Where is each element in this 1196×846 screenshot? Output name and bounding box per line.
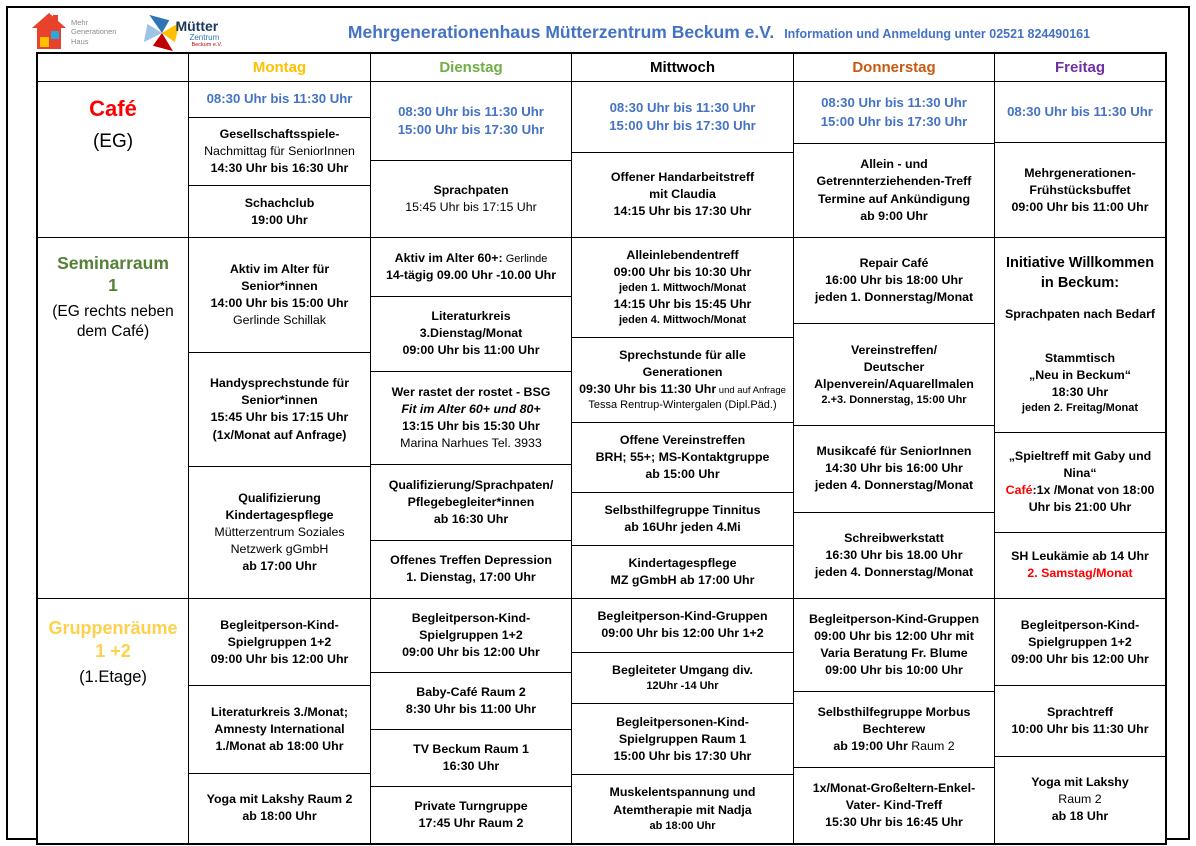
event (371, 464, 571, 540)
event-line: Spielgruppen 1+2 (227, 634, 332, 649)
event-line: Kindertagespflege (628, 555, 737, 570)
event-line: Sprachpaten (433, 182, 509, 197)
event (371, 371, 571, 464)
event-line-segment: Gerlinde (502, 252, 548, 265)
muetterzentrum-logo-text: Mütter Zentrum Beckum e.V. (175, 18, 223, 49)
event-line: Raum 2 (1058, 792, 1102, 807)
event (371, 599, 571, 672)
event-line: Vereinstreffen/ (850, 342, 938, 357)
event-line: Offene Vereinstreffen (619, 433, 746, 448)
event (572, 152, 793, 237)
event-line: Literaturkreis 3./Monat; (210, 704, 349, 719)
event-line-segment: Aktiv im Alter 60+: (394, 250, 503, 265)
event-line: 08:30 Uhr bis 11:30 Uhr (821, 95, 967, 111)
event (995, 432, 1165, 532)
day-cell-dienstag-cafe (371, 82, 572, 238)
day-header-freitag: Freitag (995, 54, 1165, 82)
event-line: Begleitperson-Kind- (1020, 617, 1140, 632)
event-line-segment: Raum 2 (907, 739, 955, 754)
event-line: Sprechstunde für alle (619, 348, 746, 363)
day-cell-mittwoch-gruppenraeume-1-2 (572, 599, 794, 843)
event-line: 15:00 Uhr bis 17:30 Uhr (820, 113, 968, 129)
event (572, 652, 793, 704)
event-line: 15:00 Uhr bis 17:30 Uhr (613, 748, 752, 763)
day-cell-montag-cafe (189, 82, 371, 238)
day-cell-donnerstag-seminarraum-1 (794, 238, 995, 599)
event-line: Schreibwerkstatt (844, 530, 944, 545)
event (794, 82, 994, 143)
page-title: Mehrgenerationenhaus Mütterzentrum Beckum e.V. (347, 22, 775, 42)
event-line: 08:30 Uhr bis 11:30 Uhr (398, 103, 544, 119)
event-line: BRH; 55+; MS-Kontaktgruppe (595, 450, 770, 465)
event-line: Frühstücksbuffet (1029, 182, 1131, 197)
event-line: Senior*innen (241, 393, 318, 408)
event (371, 160, 571, 237)
page (6, 6, 1190, 840)
event-line: Gesellschaftsspiele- (219, 126, 340, 141)
event-line: Spielgruppen 1+2 (1028, 634, 1132, 649)
event-line: Vater- Kind-Treff (845, 797, 943, 812)
event-line: 16:30 Uhr bis 18.00 Uhr (825, 547, 963, 562)
event-line: Begleitpersonen-Kind- (616, 714, 749, 729)
event-line: 09:00 Uhr bis 11:00 Uhr (402, 343, 540, 358)
day-cell-mittwoch-cafe (572, 82, 794, 238)
day-header-dienstag: Dienstag (371, 54, 572, 82)
event-line (1006, 482, 1155, 499)
event-line: Private Turngruppe (414, 798, 528, 813)
event-line: Netzwerk gGmbH (230, 542, 329, 557)
event (371, 729, 571, 786)
event-line: Termine auf Ankündigung (817, 191, 971, 206)
event (995, 756, 1165, 843)
event-line: 19:00 Uhr (251, 212, 308, 227)
event-line: Allein - und (860, 157, 928, 172)
event-line (833, 738, 954, 755)
event-line: Muskelentspannung und (609, 785, 756, 800)
event (794, 143, 994, 237)
event (371, 238, 571, 296)
event-line: Alpenverein/Aquarellmalen (814, 376, 974, 391)
event-line: jeden 4. Donnerstag/Monat (814, 564, 974, 579)
event (189, 599, 370, 685)
event-line: 12Uhr -14 Uhr (646, 680, 719, 692)
event (995, 82, 1165, 142)
event (794, 425, 994, 511)
event-line: Mehrgenerationen- (1024, 165, 1136, 180)
event-line: Generationen (642, 365, 723, 380)
event (794, 323, 994, 425)
event-line: Offener Handarbeitstreff (610, 170, 755, 185)
event-line: 16:00 Uhr bis 18:00 Uhr (825, 273, 963, 288)
event (995, 142, 1165, 237)
event-line: ab 18:00 Uhr (242, 809, 317, 824)
event-line: jeden 1. Donnerstag/Monat (814, 290, 974, 305)
event (794, 238, 994, 323)
event (189, 773, 370, 843)
event (794, 512, 994, 598)
day-header-mittwoch: Mittwoch (572, 54, 794, 82)
event-line: Wer rastet der rostet - BSG (391, 384, 551, 399)
row-label-title: 1 +2 (95, 640, 131, 661)
mgh-logo-text: Mehr Generationen Haus (71, 17, 117, 46)
event-line: 15:30 Uhr bis 16:45 Uhr (825, 815, 963, 830)
event-line: (1x/Monat auf Anfrage) (212, 427, 347, 442)
row-label-seminarraum-1 (38, 238, 189, 599)
event-line: 8:30 Uhr bis 11:00 Uhr (405, 702, 537, 717)
day-cell-freitag-cafe (995, 82, 1165, 238)
event-line: ab 17:00 Uhr (242, 559, 317, 574)
event (794, 599, 994, 691)
event (995, 685, 1165, 755)
event-line: Tessa Rentrup-Wintergalen (Dipl.Päd.) (588, 399, 777, 412)
day-cell-mittwoch-seminarraum-1 (572, 238, 794, 599)
event (371, 540, 571, 599)
event-line: Uhr bis 21:00 Uhr (1028, 500, 1132, 515)
day-cell-dienstag-gruppenraeume-1-2 (371, 599, 572, 843)
event-line: 14:00 Uhr bis 15:00 Uhr (210, 295, 349, 310)
event-line: Sprachpaten nach Bedarf (1004, 307, 1156, 322)
event (371, 786, 571, 843)
event (189, 466, 370, 598)
event-line (395, 250, 548, 267)
event-line: MZ gGmbH ab 17:00 Uhr (610, 573, 755, 588)
event-line: ab 15:00 Uhr (645, 467, 720, 482)
event-line: Kindertagespflege (225, 507, 334, 522)
event (572, 545, 793, 598)
event-line: „Spieltreff mit Gaby und (1008, 448, 1152, 463)
event-line: Deutscher (863, 359, 925, 374)
event-line: 09:00 Uhr bis 11:00 Uhr (1011, 199, 1149, 214)
event-line: 3.Dienstag/Monat (419, 326, 523, 341)
event (371, 82, 571, 160)
event-line: Musikcafé für SeniorInnen (816, 444, 972, 459)
event-line: jeden 1. Mittwoch/Monat (618, 282, 747, 295)
event-line: ab 18:00 Uhr (649, 819, 716, 832)
event-line: Offenes Treffen Depression (390, 553, 552, 568)
day-header-montag: Montag (189, 54, 371, 82)
event (189, 352, 370, 467)
event-line: 08:30 Uhr bis 11:30 Uhr (1007, 104, 1153, 120)
event (995, 238, 1165, 432)
day-cell-dienstag-seminarraum-1 (371, 238, 572, 599)
event (572, 337, 793, 422)
event-line: 09:00 Uhr bis 10:30 Uhr (613, 264, 752, 279)
event-line-segment: :1x /Monat von 18:00 (1032, 483, 1155, 498)
event-line: in Beckum: (1040, 275, 1120, 292)
event (572, 422, 793, 492)
event-line-segment: 09:30 Uhr bis 11:30 Uhr (579, 382, 717, 397)
event-line: Marina Narhues Tel. 3933 (400, 436, 542, 451)
event-line (579, 381, 786, 398)
event-line: Yoga mit Lakshy Raum 2 (206, 792, 353, 807)
event-line: Senior*innen (241, 278, 318, 293)
event (572, 774, 793, 843)
event (995, 532, 1165, 598)
event-line: jeden 4. Donnerstag/Monat (814, 478, 974, 493)
day-cell-freitag-seminarraum-1 (995, 238, 1165, 599)
event-line: 15:00 Uhr bis 17:30 Uhr (609, 117, 756, 133)
event (572, 599, 793, 652)
row-label-title: Café (89, 96, 137, 121)
event-line: Spielgruppen Raum 1 (618, 731, 747, 746)
event-line: 09:00 Uhr bis 12:00 Uhr (402, 645, 540, 660)
event (794, 691, 994, 767)
event (189, 117, 370, 186)
event-line: ab 16:30 Uhr (433, 511, 509, 526)
event-line: 09:00 Uhr bis 12:00 Uhr (210, 651, 349, 666)
event-line: Fit im Alter 60+ und 80+ (401, 401, 541, 416)
muetterzentrum-logo (142, 13, 222, 53)
event-line: Qualifizierung/Sprachpaten/ (388, 477, 554, 492)
event (371, 296, 571, 372)
event-line: Literaturkreis (431, 309, 511, 324)
event-line: Begleitperson-Kind-Gruppen (597, 609, 768, 624)
event-line-segment: ab 19:00 Uhr (833, 739, 908, 754)
event-line: „Neu in Beckum“ (1029, 367, 1131, 382)
day-cell-montag-gruppenraeume-1-2 (189, 599, 371, 843)
row-label-title: Gruppenräume (48, 618, 178, 638)
event-line: Amnesty International (214, 722, 345, 736)
event-line: Aktiv im Alter für (229, 261, 330, 276)
event-line: Selbsthilfegruppe Morbus (817, 704, 971, 719)
event-line-segment: und auf Anfrage (716, 385, 786, 397)
row-label-title: 1 (108, 274, 118, 295)
table-corner-cell (38, 54, 189, 82)
header (8, 8, 1188, 52)
event-line: 14:15 Uhr bis 17:30 Uhr (613, 204, 752, 219)
event-line: 14:15 Uhr bis 15:45 Uhr (613, 297, 752, 312)
day-cell-montag-seminarraum-1 (189, 238, 371, 599)
event-line: 08:30 Uhr bis 11:30 Uhr (206, 91, 353, 107)
event-line: 08:30 Uhr bis 11:30 Uhr (609, 99, 756, 115)
event-line: Begleitperson-Kind-Gruppen (808, 611, 980, 626)
event-line: Bechterew (862, 722, 926, 736)
event-line: Nina“ (1063, 466, 1097, 481)
page-subtitle: Information und Anmeldung unter 02521 824490161 (784, 27, 1091, 41)
event (189, 82, 370, 117)
event-line: Gerlinde Schillak (233, 312, 326, 327)
event-line: TV Beckum Raum 1 (413, 741, 529, 756)
event-line: Pflegebegleiter*innen (407, 494, 535, 509)
schedule-table (36, 52, 1167, 845)
mgh-logo (32, 13, 116, 51)
event (572, 238, 793, 337)
event-line: Schachclub (244, 195, 315, 210)
event (189, 185, 370, 237)
event-line: 09:00 Uhr bis 12:00 Uhr (1011, 651, 1149, 666)
row-label-sub: (EG) (92, 130, 134, 152)
event (572, 82, 793, 152)
event-line: 1x/Monat-Großeltern-Enkel- (812, 780, 976, 795)
event-line: ab 9:00 Uhr (860, 208, 928, 223)
event-line: Atemtherapie mit Nadja (613, 802, 752, 817)
event-line: Begleiteter Umgang div. (612, 662, 753, 677)
event-line: ab 16Uhr jeden 4.Mi (624, 520, 741, 535)
event-line: 13:15 Uhr bis 15:30 Uhr (402, 419, 540, 434)
event-line: 2.+3. Donnerstag, 15:00 Uhr (821, 393, 967, 406)
row-label-sub: (1.Etage) (79, 668, 147, 686)
event-line: Sprachtreff (1046, 704, 1114, 719)
event-line: Handysprechstunde für (209, 376, 350, 391)
event-line: Selbsthilfegruppe Tinnitus (604, 503, 761, 518)
event (995, 599, 1165, 685)
event-line: Yoga mit Lakshy (1031, 775, 1129, 790)
event-line: 15:45 Uhr bis 17:15 Uhr (210, 410, 349, 425)
event-line: mit Claudia (649, 187, 716, 202)
event-line: 15:45 Uhr bis 17:15 Uhr (405, 200, 537, 215)
event (371, 672, 571, 729)
event-line: Begleitperson-Kind- (411, 610, 531, 625)
title-block (258, 8, 1180, 52)
event (189, 238, 370, 352)
event (794, 767, 994, 843)
event-line: Nachmittag für SeniorInnen (204, 143, 355, 158)
event-line-segment: Café (1005, 483, 1033, 498)
event-line: 1. Dienstag, 17:00 Uhr (406, 570, 536, 585)
event-line: 14:30 Uhr bis 16:30 Uhr (210, 161, 349, 176)
event-line: Mütterzentrum Soziales (214, 525, 345, 540)
event-line: Stammtisch (1044, 350, 1116, 365)
day-header-donnerstag: Donnerstag (794, 54, 995, 82)
event-line: 09:00 Uhr bis 10:00 Uhr (825, 663, 963, 678)
event-line: Spielgruppen 1+2 (419, 627, 523, 642)
event-line: 10:00 Uhr bis 11:30 Uhr (1011, 722, 1149, 736)
event-line: SH Leukämie ab 14 Uhr (1011, 549, 1149, 564)
event-line: 09:00 Uhr bis 12:00 Uhr mit (814, 628, 974, 643)
event-line: 14-tägig 09.00 Uhr -10.00 Uhr (385, 267, 557, 282)
event-line: Varia Beratung Fr. Blume (820, 646, 968, 661)
row-label-sub: (EG rechts neben dem Café) (52, 302, 174, 340)
logos (32, 13, 222, 53)
event (189, 685, 370, 772)
day-cell-donnerstag-cafe (794, 82, 995, 238)
event-line: Repair Café (859, 256, 929, 271)
event-line: jeden 2. Freitag/Monat (1021, 401, 1139, 414)
event-line: Getrennterziehenden-Treff (816, 174, 972, 189)
event-line: 09:00 Uhr bis 12:00 Uhr 1+2 (601, 626, 764, 641)
event-line: 2. Samstag/Monat (1027, 566, 1133, 581)
event (572, 492, 793, 545)
row-label-gruppenraeume-1-2 (38, 599, 189, 843)
event (572, 703, 793, 774)
event-line: 18:30 Uhr (1051, 384, 1109, 399)
event-line: Initiative Willkommen (1005, 255, 1155, 272)
event-line: Begleitperson-Kind- (220, 617, 339, 632)
event-line: Baby-Café Raum 2 (416, 684, 526, 699)
event-line: jeden 4. Mittwoch/Monat (618, 314, 747, 327)
event-line: 17:45 Uhr Raum 2 (418, 816, 524, 830)
event-line: 16:30 Uhr (442, 759, 500, 774)
event-line: Qualifizierung (238, 490, 321, 505)
event-line: Alleinlebendentreff (626, 247, 739, 262)
row-label-cafe (38, 82, 189, 238)
event-line: ab 18 Uhr (1051, 809, 1109, 824)
event-line: 14:30 Uhr bis 16:00 Uhr (825, 461, 963, 476)
event-line: 1./Monat ab 18:00 Uhr (215, 739, 344, 754)
day-cell-donnerstag-gruppenraeume-1-2 (794, 599, 995, 843)
row-label-title: Seminarraum (57, 253, 169, 273)
event-line: 15:00 Uhr bis 17:30 Uhr (397, 122, 545, 138)
mgh-house-icon (32, 13, 66, 51)
day-cell-freitag-gruppenraeume-1-2 (995, 599, 1165, 843)
